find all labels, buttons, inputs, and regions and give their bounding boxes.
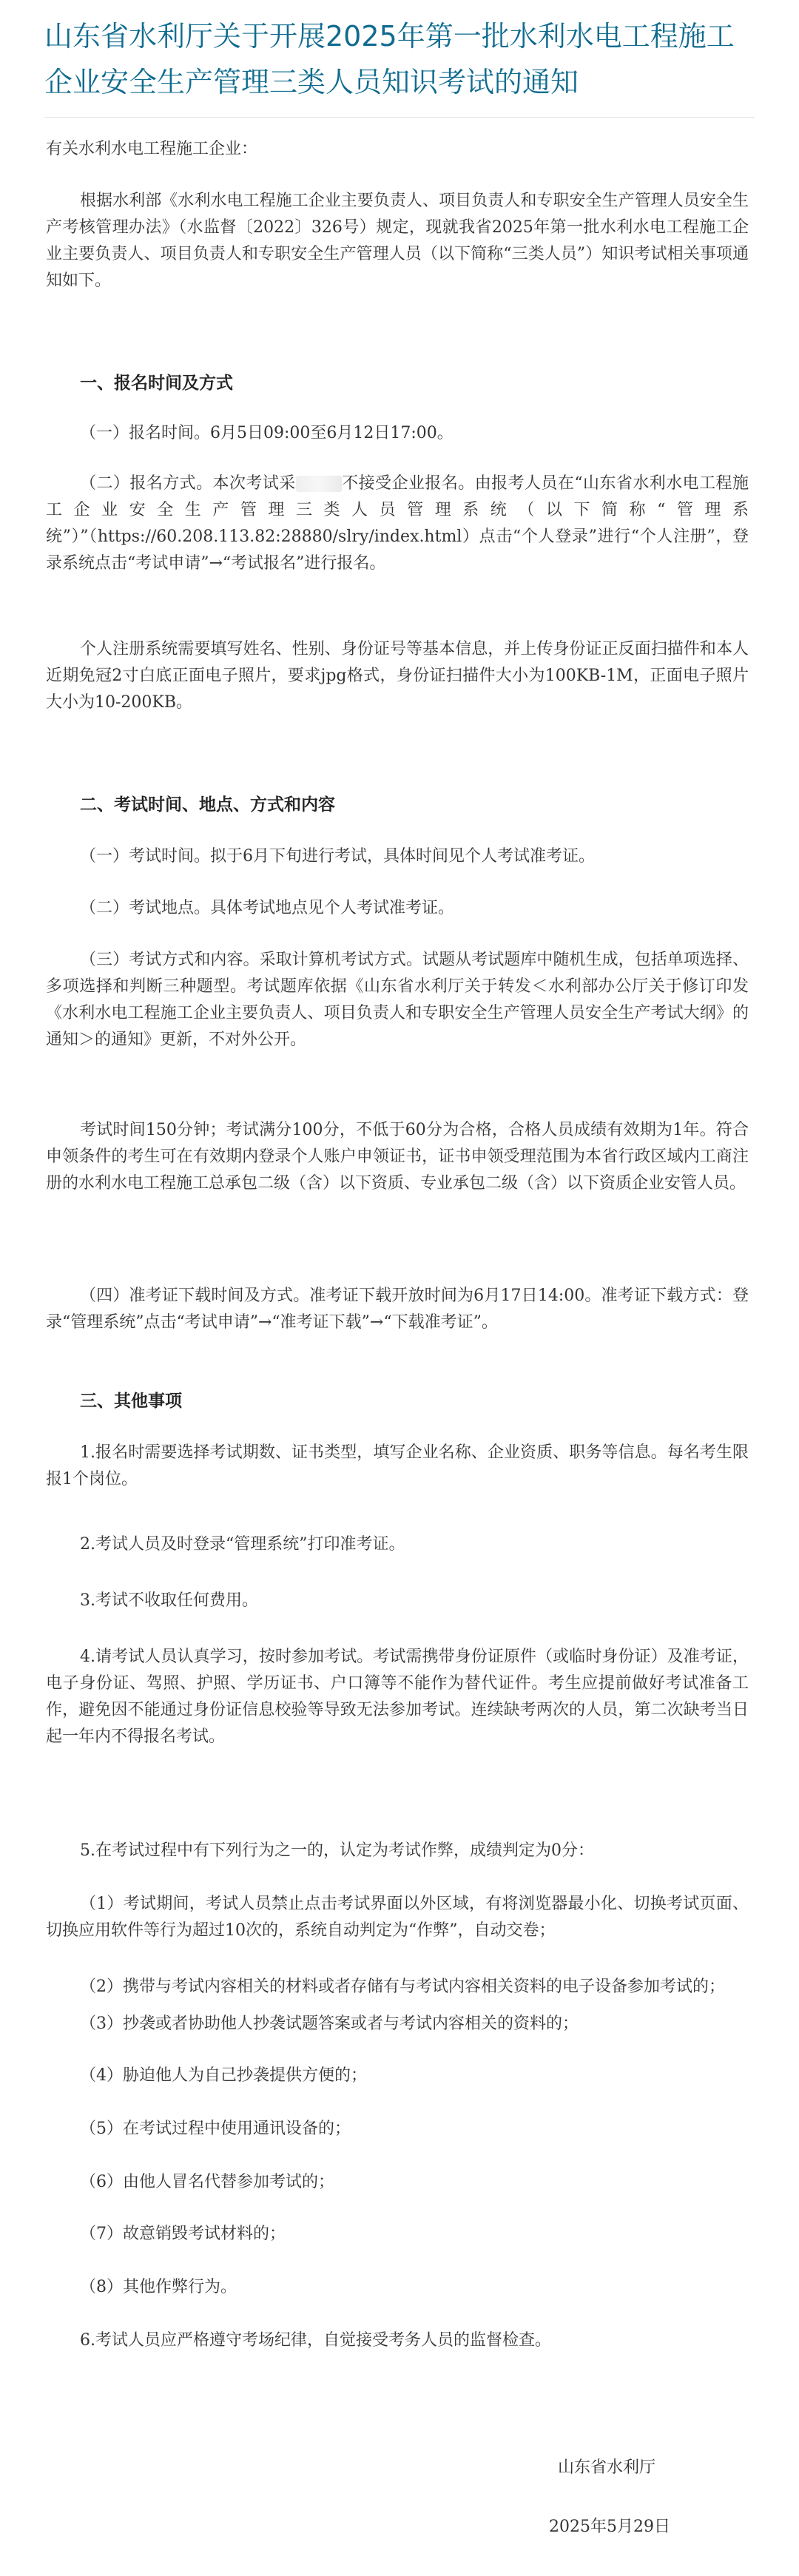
exam-place: （二）考试地点。具体考试地点见个人考试准考证。	[80, 899, 455, 917]
cheating-case-8: （8）其他作弊行为。	[80, 2278, 237, 2296]
cheating-case-5: （5）在考试过程中使用通讯设备的；	[80, 2120, 351, 2138]
admission-ticket: （四）准考证下载时间及方式。准考证下载开放时间为6月17日14:00。准考证下载方式：登录“管理系统”点击“考试申请”→“准考证下载”→“下载准考证”。	[46, 1287, 749, 1332]
cheating-case-3: （3）抄袭或者协助他人抄袭试题答案或者与考试内容相关的资料的；	[80, 2014, 579, 2033]
page-title: 山东省水利厅关于开展2025年第一批水利水电工程施工企业安全生产管理三类人员知识考试的通知	[44, 20, 735, 98]
registration-method-part-a: （二）报名方式。本次考试采	[80, 474, 296, 493]
cheating-case-7: （7）故意销毁考试材料的；	[80, 2225, 286, 2243]
greeting: 有关水利水电工程施工企业：	[46, 140, 258, 158]
cheating-case-6: （6）由他人冒名代替参加考试的；	[80, 2173, 334, 2191]
title-divider	[44, 117, 755, 118]
cheating-case-1: （1）考试期间，考试人员禁止点击考试界面以外区域，有将浏览器最小化、切换考试页面、切换应用软件等行为超过10次的，系统自动判定为“作弊”，自动交卷；	[46, 1895, 749, 1940]
issuing-organization: 山东省水利厅	[558, 2458, 656, 2477]
exam-method: （三）考试方式和内容。采取计算机考试方式。试题从考试题库中随机生成，包括单项选择、多项选择和判断三种题型。考试题库依据《山东省水利厅关于转发＜水利部办公厅关于修订印发《水利水电工程施工企业主要负责人、项目负责人和专职安全生产管理人员安全生产考试大纲》的通知＞的通知》更新，不对外公开。	[46, 951, 749, 1049]
registration-method-part-b: 不接受企业报名。由报考人员在“山东省水利水电工程施工企业安全生产管理三类人员管理系统（以下简称“管理系统”）”（https://60.208.113.82:28880/slry/index.html）点击“个人登录”进行“个人注册”，登录系统点击“考试申请”→“考试报名”进行报名。	[46, 474, 749, 573]
other-item-3: 3.考试不收取任何费用。	[80, 1591, 258, 1610]
section-1-heading: 一、报名时间及方式	[80, 373, 233, 393]
redacted-blur	[296, 476, 342, 492]
other-item-4: 4.请考试人员认真学习，按时参加考试。考试需携带身份证原件（或临时身份证）及准考证，电子身份证、驾照、护照、学历证书、户口簿等不能作为替代证件。考生应提前做好考试准备工作，避免因不能通过身份证信息校验等导致无法参加考试。连续缺考两次的人员，第二次缺考当日起一年内不得报名考试。	[46, 1648, 749, 1746]
cheating-case-4: （4）胁迫他人为自己抄袭提供方便的；	[80, 2066, 367, 2085]
other-item-5: 5.在考试过程中有下列行为之一的，认定为考试作弊，成绩判定为0分：	[80, 1841, 594, 1860]
section-2-heading: 二、考试时间、地点、方式和内容	[80, 795, 335, 815]
section-3-heading: 三、其他事项	[80, 1391, 182, 1411]
exam-time: （一）考试时间。拟于6月下旬进行考试，具体时间见个人考试准考证。	[80, 847, 595, 866]
registration-requirements: 个人注册系统需要填写姓名、性别、身份证号等基本信息，并上传身份证正反面扫描件和本人近期免冠2寸白底正面电子照片，要求jpg格式，身份证扫描件大小为100KB-1M，正面电子照片大小为10-200KB。	[46, 640, 749, 712]
exam-duration: 考试时间150分钟；考试满分100分，不低于60分为合格，合格人员成绩有效期为1年。符合申领条件的考生可在有效期内登录个人账户申领证书，证书申领受理范围为本省行政区域内工商注册的水利水电工程施工总承包二级（含）以下资质、专业承包二级（含）以下资质企业安管人员。	[46, 1121, 749, 1193]
intro-paragraph: 根据水利部《水利水电工程施工企业主要负责人、项目负责人和专职安全生产管理人员安全生产考核管理办法》（水监督〔2022〕326号）规定，现就我省2025年第一批水利水电工程施工企业主要负责人、项目负责人和专职安全生产管理人员（以下简称“三类人员”）知识考试相关事项通知如下。	[46, 192, 749, 290]
registration-method	[46, 471, 749, 577]
other-item-2: 2.考试人员及时登录“管理系统”打印准考证。	[80, 1535, 405, 1554]
other-item-1: 1.报名时需要选择考试期数、证书类型，填写企业名称、企业资质、职务等信息。每名考生限报1个岗位。	[46, 1443, 749, 1488]
issue-date: 2025年5月29日	[549, 2518, 670, 2536]
cheating-case-2: （2）携带与考试内容相关的材料或者存储有与考试内容相关资料的电子设备参加考试的；	[80, 1977, 726, 1996]
other-item-6: 6.考试人员应严格遵守考场纪律，自觉接受考务人员的监督检查。	[80, 2331, 551, 2350]
registration-time: （一）报名时间。6月5日09:00至6月12日17:00。	[80, 424, 454, 442]
